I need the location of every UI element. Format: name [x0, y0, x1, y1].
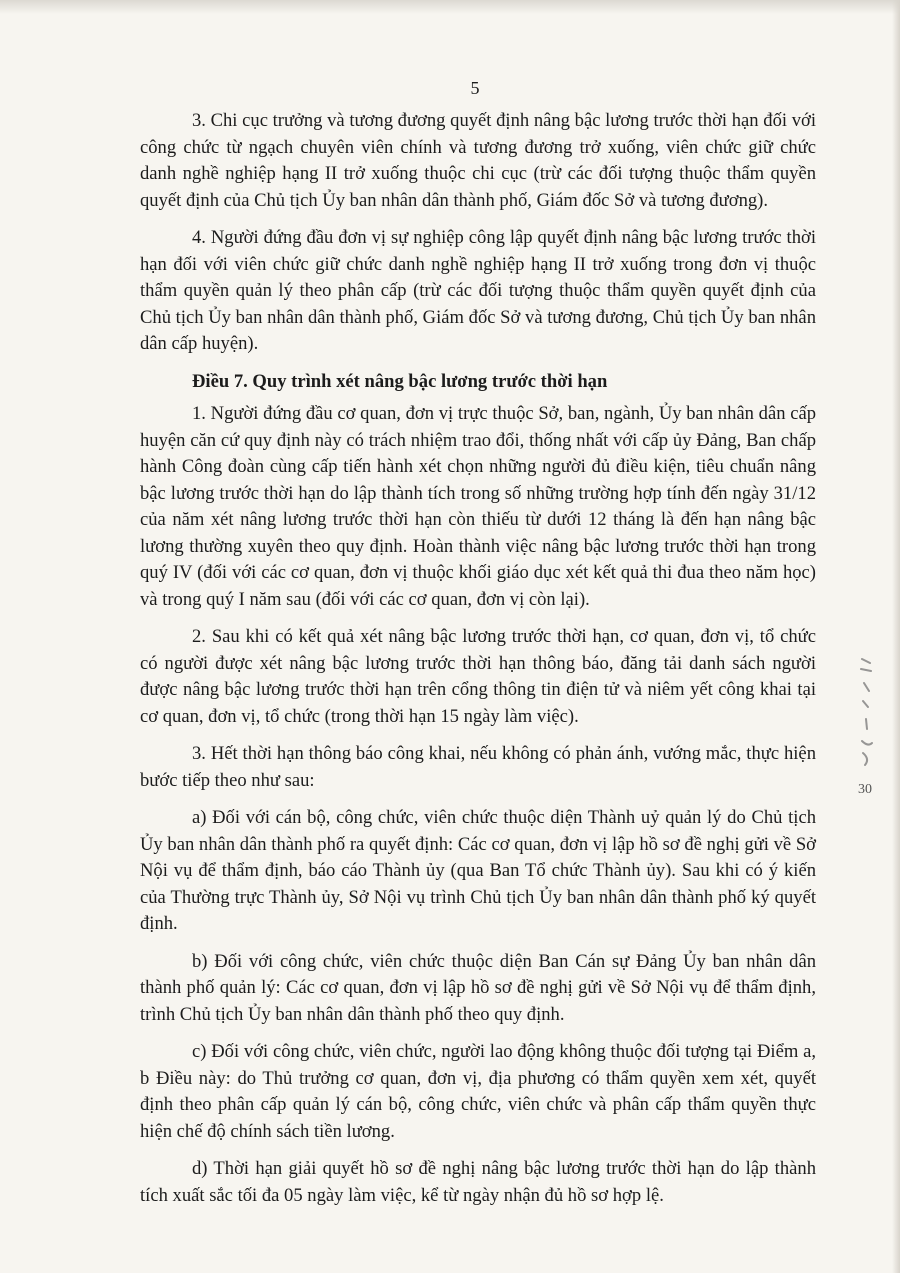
margin-scribble-icon — [856, 655, 878, 775]
scan-edge-right — [892, 0, 900, 1273]
article-7-point-c: c) Đối với công chức, viên chức, người lao động không thuộc đối tượng tại Điểm a, b Điều này: do Thủ trưởng cơ quan, đơn vị, địa phương có thẩm quyền xem xét, quyết định theo phân cấp quản lý cán bộ, công chức, viên chức và phân cấp thẩm quyền thực hiện chế độ chính sách tiền lương. — [140, 1041, 816, 1142]
article-7-clause-3: 3. Hết thời hạn thông báo công khai, nếu không có phản ánh, vướng mắc, thực hiện bước tiếp theo như sau: — [140, 743, 816, 791]
page-number: 5 — [470, 78, 480, 98]
paragraph-clause-4: 4. Người đứng đầu đơn vị sự nghiệp công lập quyết định nâng bậc lương trước thời hạn đối với viên chức giữ chức danh nghề nghiệp hạng II trở xuống trong đơn vị thuộc thẩm quyền quản lý theo phân cấp (trừ các đối tượng thuộc thẩm quyền quyết định của Chủ tịch Ủy ban nhân dân thành phố, Giám đốc Sở và tương đương, Chủ tịch Ủy ban nhân dân cấp huyện). — [140, 227, 816, 354]
article-7-clause-1: 1. Người đứng đầu cơ quan, đơn vị trực thuộc Sở, ban, ngành, Ủy ban nhân dân cấp huyện căn cứ quy định này có trách nhiệm trao đổi, thống nhất với cấp ủy Đảng, Ban chấp hành Công đoàn cùng cấp tiến hành xét chọn những người đủ điều kiện, tiêu chuẩn nâng bậc lương trước thời hạn do lập thành tích trong số những trường hợp tính đến ngày 31/12 của năm xét nâng lương trước thời hạn còn thiếu từ dưới 12 tháng là đến hạn nâng bậc lương thường xuyên theo quy định. Hoàn thành việc nâng bậc lương trước thời hạn trong quý IV (đối với các cơ quan, đơn vị thuộc khối giáo dục xét kết quả thi đua theo năm học) và trong quý I năm sau (đối với các cơ quan, đơn vị còn lại). — [140, 403, 816, 610]
scan-edge-top — [0, 0, 900, 14]
paragraph-clause-3: 3. Chi cục trưởng và tương đương quyết định nâng bậc lương trước thời hạn đối với công chức từ ngạch chuyên viên chính và tương đương trở xuống, viên chức giữ chức danh nghề nghiệp hạng II trở xuống thuộc chi cục (trừ các đối tượng thuộc thẩm quyền quyết định của Chủ tịch Ủy ban nhân dân thành phố, Giám đốc Sở và tương đương). — [140, 110, 816, 211]
article-7-point-a: a) Đối với cán bộ, công chức, viên chức thuộc diện Thành uỷ quản lý do Chủ tịch Ủy ban nhân dân thành phố ra quyết định: Các cơ quan, đơn vị lập hồ sơ đề nghị gửi về Sở Nội vụ để thẩm định, báo cáo Thành ủy (qua Ban Tổ chức Thành ủy). Sau khi có ý kiến của Thường trực Thành ủy, Sở Nội vụ trình Chủ tịch Ủy ban nhân dân thành phố ký quyết định. — [140, 807, 816, 934]
document-body — [140, 108, 816, 1220]
article-7-clause-2: 2. Sau khi có kết quả xét nâng bậc lương trước thời hạn, cơ quan, đơn vị, tổ chức có người được xét nâng bậc lương trước thời hạn thông báo, đăng tải danh sách người được nâng bậc lương trước thời hạn trên cổng thông tin điện tử và niêm yết công khai tại cơ quan, đơn vị, tổ chức (trong thời hạn 15 ngày làm việc). — [140, 626, 816, 727]
article-7-point-d: d) Thời hạn giải quyết hồ sơ đề nghị nâng bậc lương trước thời hạn do lập thành tích xuất sắc tối đa 05 ngày làm việc, kể từ ngày nhận đủ hồ sơ hợp lệ. — [140, 1158, 816, 1206]
article-7-point-b: b) Đối với công chức, viên chức thuộc diện Ban Cán sự Đảng Ủy ban nhân dân thành phố quản lý: Các cơ quan, đơn vị lập hồ sơ đề nghị gửi về Sở Nội vụ để thẩm định, trình Chủ tịch Ủy ban nhân dân thành phố theo quy định. — [140, 950, 816, 1025]
article-7-heading: Điều 7. Quy trình xét nâng bậc lương trước thời hạn — [192, 370, 608, 392]
margin-note-number: 30 — [858, 782, 872, 797]
